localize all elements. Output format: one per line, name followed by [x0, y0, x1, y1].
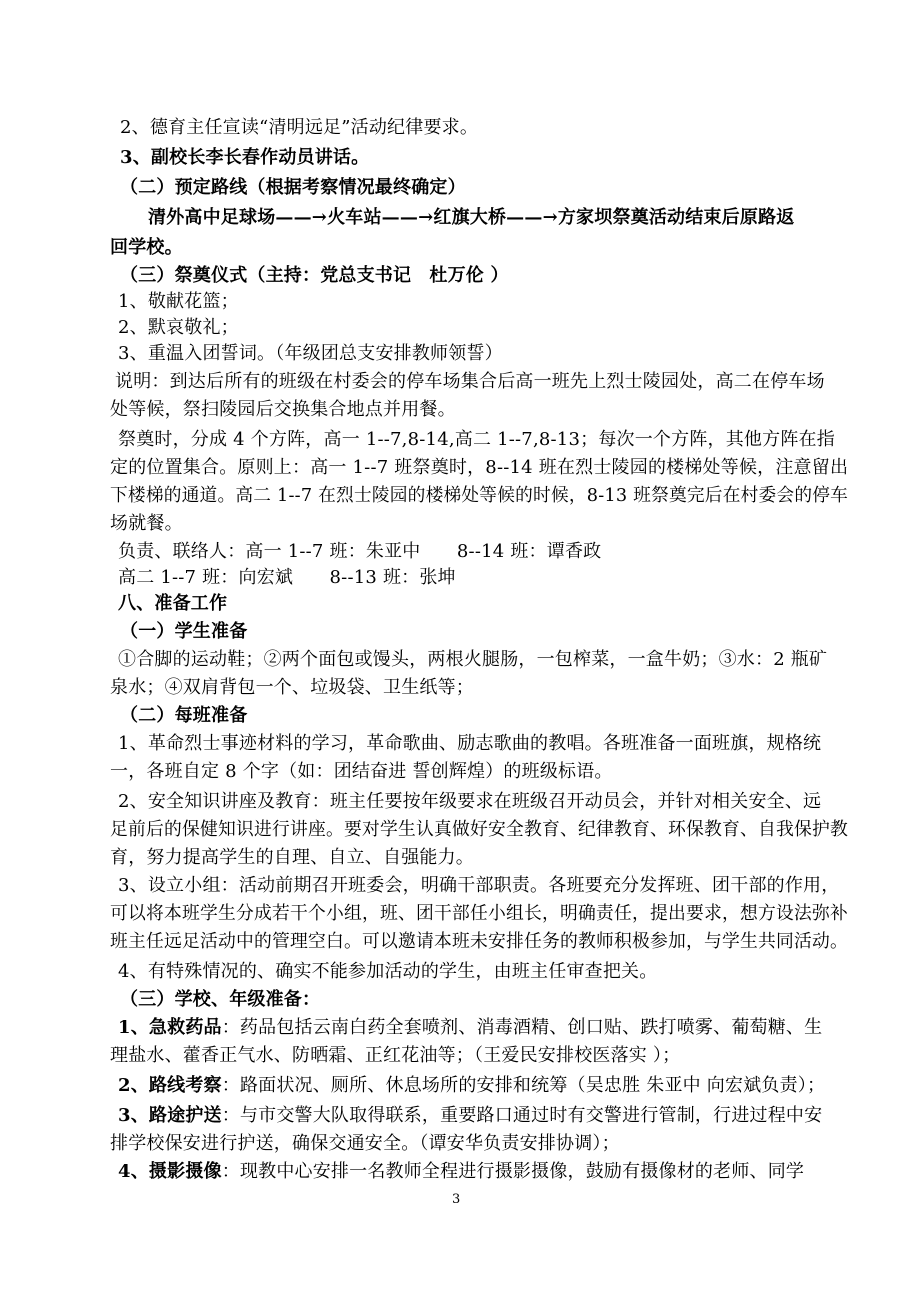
page-number: 3 [452, 1192, 461, 1207]
para-line: 可以将本班学生分成若干个小组，班、团干部任小组长，明确责任，提出要求，想方设法弥补 [110, 903, 848, 924]
item-text: ：路面状况、厕所、休息场所的安排和统筹（吴忠胜 朱亚中 向宏斌负责）； [221, 1075, 826, 1096]
item-label: 3、路途护送 [118, 1105, 222, 1126]
para-line: 3、设立小组：活动前期召开班委会，明确干部职责。各班要充分发挥班、团干部的作用， [118, 875, 840, 896]
section-heading: 八、准备工作 [118, 593, 228, 614]
section-heading: （二）预定路线（根据考察情况最终确定） [120, 177, 466, 198]
photo-item [118, 1160, 804, 1184]
para-line: 一，各班自定 8 个字（如：团结奋进 誓创辉煌）的班级标语。 [110, 761, 613, 782]
route-line: 回学校。 [110, 237, 183, 258]
para-line: 3、副校长李长春作动员讲话。 [120, 147, 370, 168]
para-line: 育，努力提高学生的自理、自立、自强能力。 [110, 847, 474, 868]
para-line: 班主任远足活动中的管理空白。可以邀请本班未安排任务的教师积极参加，与学生共同活动。 [110, 931, 848, 952]
para-line: 1、敬献花篮； [118, 291, 239, 312]
section-heading: （二）每班准备 [120, 705, 248, 726]
route-check-item [118, 1074, 825, 1098]
para-line: ①合脚的运动鞋；②两个面包或馒头，两根火腿肠，一包榨菜，一盒牛奶；③水：2 瓶矿 [118, 649, 828, 670]
item-text: ：现教中心安排一名教师全程进行摄影摄像，鼓励有摄像材的老师、同学 [221, 1161, 805, 1182]
item-label: 2、路线考察 [118, 1075, 222, 1096]
item-text: ：与市交警大队取得联系，重要路口通过时有交警进行管制，行进过程中安 [221, 1105, 823, 1126]
section-heading: （三）学校、年级准备： [120, 989, 321, 1010]
para-line: 排学校保安进行护送，确保交通安全。（谭安华负责安排协调）； [110, 1133, 620, 1154]
para-line: 2、德育主任宣读“清明远足”活动纪律要求。 [120, 117, 479, 138]
section-heading: （三）祭奠仪式（主持：党总支书记 杜万伦 ） [120, 265, 509, 286]
para-line: 足前后的保健知识进行讲座。要对学生认真做好安全教育、纪律教育、环保教育、自我保护教 [110, 819, 848, 840]
para-line: 说明：到达后所有的班级在村委会的停车场集合后高一班先上烈士陵园处，高二在停车场 [115, 371, 825, 392]
para-line: 4、有特殊情况的、确实不能参加活动的学生，由班主任审查把关。 [118, 961, 658, 982]
para-line: 高二 1--7 班：向宏斌 8--13 班：张坤 [118, 567, 456, 588]
item-label: 1、急救药品 [118, 1017, 222, 1038]
para-line: 处等候，祭扫陵园后交换集合地点并用餐。 [110, 399, 456, 420]
para-line: 3、重温入团誓词。（年级团总支安排教师领誓） [118, 343, 503, 364]
para-line: 场就餐。 [110, 513, 183, 534]
para-line: 2、安全知识讲座及教育：班主任要按年级要求在班级召开动员会，并针对相关安全、远 [118, 791, 822, 812]
item-label: 4、摄影摄像 [118, 1161, 222, 1182]
first-aid-item [118, 1016, 822, 1040]
escort-item [118, 1104, 822, 1128]
para-line: 泉水；④双肩背包一个、垃圾袋、卫生纸等； [110, 677, 474, 698]
para-line: 定的位置集合。原则上：高一 1--7 班祭奠时，8--14 班在烈士陵园的楼梯处等候，注意留出 [110, 457, 849, 478]
para-line: 祭奠时，分成 4 个方阵，高一 1--7,8-14,高二 1--7,8-13；每次一个方阵，其他方阵在指 [118, 429, 835, 450]
route-line: 清外高中足球场——→火车站——→红旗大桥——→方家坝祭奠活动结束后原路返 [148, 207, 795, 228]
para-line: 理盐水、藿香正气水、防晒霜、正红花油等；（王爱民安排校医落实 ）； [110, 1045, 681, 1066]
section-heading: （一）学生准备 [120, 621, 248, 642]
para-line: 负责、联络人：高一 1--7 班：朱亚中 8--14 班：谭香政 [118, 541, 602, 562]
para-line: 下楼梯的通道。高二 1--7 在烈士陵园的楼梯处等候的时候，8-13 班祭奠完后在村委会的停车 [110, 485, 849, 506]
para-line: 2、默哀敬礼； [118, 317, 239, 338]
item-text: ：药品包括云南白药全套喷剂、消毒酒精、创口贴、跌打喷雾、葡萄糖、生 [221, 1017, 823, 1038]
para-line: 1、革命烈士事迹材料的学习，革命歌曲、励志歌曲的教唱。各班准备一面班旗，规格统 [118, 733, 822, 754]
